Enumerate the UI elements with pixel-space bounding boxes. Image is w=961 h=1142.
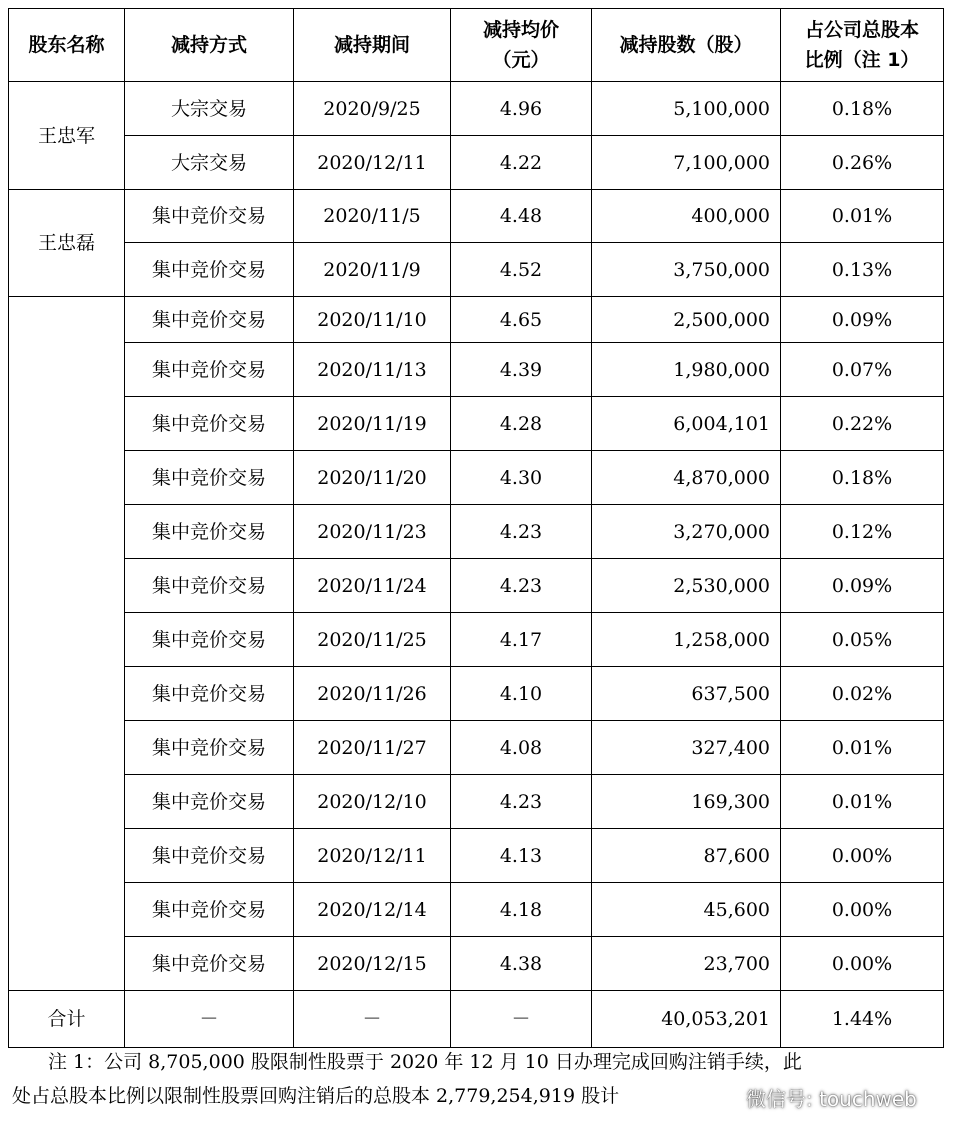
date-cell: 2020/11/20 bbox=[294, 451, 451, 505]
shares-cell: 45,600 bbox=[592, 883, 781, 937]
method-cell: 集中竞价交易 bbox=[125, 397, 294, 451]
date-cell: 2020/12/14 bbox=[294, 883, 451, 937]
method-cell: 集中竞价交易 bbox=[125, 829, 294, 883]
date-cell: 2020/11/19 bbox=[294, 397, 451, 451]
ratio-cell: 0.26% bbox=[781, 136, 944, 190]
table-row bbox=[9, 136, 944, 190]
shareholder-cell: 王忠磊 bbox=[9, 190, 125, 297]
date-cell: 2020/12/11 bbox=[294, 136, 451, 190]
method-cell: 集中竞价交易 bbox=[125, 505, 294, 559]
method-cell: 集中竞价交易 bbox=[125, 613, 294, 667]
total-row bbox=[9, 991, 944, 1048]
watermark-text: 微信号: touchweb bbox=[746, 1086, 917, 1111]
header-shareholder: 股东名称 bbox=[9, 9, 125, 82]
price-cell: 4.39 bbox=[451, 343, 592, 397]
price-cell: 4.22 bbox=[451, 136, 592, 190]
price-cell: 4.10 bbox=[451, 667, 592, 721]
ratio-cell: 0.12% bbox=[781, 505, 944, 559]
price-cell: 4.38 bbox=[451, 937, 592, 991]
table-row bbox=[9, 82, 944, 136]
header-avg-price-line2: （元） bbox=[492, 49, 550, 71]
date-cell: 2020/11/23 bbox=[294, 505, 451, 559]
wechat-icon bbox=[710, 1084, 740, 1110]
price-cell: 4.23 bbox=[451, 775, 592, 829]
price-cell: 4.52 bbox=[451, 243, 592, 297]
header-avg-price bbox=[451, 9, 592, 82]
ratio-cell: 0.07% bbox=[781, 343, 944, 397]
table-row bbox=[9, 451, 944, 505]
date-cell: 2020/11/9 bbox=[294, 243, 451, 297]
ratio-cell: 0.00% bbox=[781, 937, 944, 991]
method-cell: 集中竞价交易 bbox=[125, 190, 294, 243]
ratio-cell: 0.09% bbox=[781, 559, 944, 613]
total-price: － bbox=[451, 991, 592, 1048]
table-row bbox=[9, 829, 944, 883]
method-cell: 集中竞价交易 bbox=[125, 243, 294, 297]
price-cell: 4.30 bbox=[451, 451, 592, 505]
table-row bbox=[9, 883, 944, 937]
table-row bbox=[9, 243, 944, 297]
shares-cell: 7,100,000 bbox=[592, 136, 781, 190]
date-cell: 2020/12/15 bbox=[294, 937, 451, 991]
header-row bbox=[9, 9, 944, 82]
table-row bbox=[9, 613, 944, 667]
method-cell: 集中竞价交易 bbox=[125, 343, 294, 397]
shares-cell: 23,700 bbox=[592, 937, 781, 991]
ratio-cell: 0.13% bbox=[781, 243, 944, 297]
price-cell: 4.48 bbox=[451, 190, 592, 243]
ratio-cell: 0.18% bbox=[781, 451, 944, 505]
method-cell: 大宗交易 bbox=[125, 136, 294, 190]
price-cell: 4.13 bbox=[451, 829, 592, 883]
table-row bbox=[9, 721, 944, 775]
table-row bbox=[9, 190, 944, 243]
shares-cell: 2,500,000 bbox=[592, 297, 781, 343]
total-ratio: 1.44% bbox=[781, 991, 944, 1048]
shareholder-cell bbox=[9, 297, 125, 991]
table-row bbox=[9, 937, 944, 991]
date-cell: 2020/12/11 bbox=[294, 829, 451, 883]
ratio-cell: 0.22% bbox=[781, 397, 944, 451]
date-cell: 2020/11/26 bbox=[294, 667, 451, 721]
ratio-cell: 0.01% bbox=[781, 721, 944, 775]
total-date: － bbox=[294, 991, 451, 1048]
date-cell: 2020/11/10 bbox=[294, 297, 451, 343]
method-cell: 集中竞价交易 bbox=[125, 883, 294, 937]
shares-cell: 1,258,000 bbox=[592, 613, 781, 667]
footnote-line-2: 处占总股本比例以限制性股票回购注销后的总股本 2,779,254,919 股计 bbox=[12, 1085, 620, 1107]
shares-cell: 3,750,000 bbox=[592, 243, 781, 297]
share-reduction-table bbox=[8, 8, 944, 1048]
watermark bbox=[706, 1079, 923, 1115]
date-cell: 2020/12/10 bbox=[294, 775, 451, 829]
shares-cell: 400,000 bbox=[592, 190, 781, 243]
total-method: － bbox=[125, 991, 294, 1048]
ratio-cell: 0.02% bbox=[781, 667, 944, 721]
header-ratio-line2: 比例（注 1） bbox=[804, 49, 920, 71]
shares-cell: 6,004,101 bbox=[592, 397, 781, 451]
method-cell: 集中竞价交易 bbox=[125, 297, 294, 343]
shares-cell: 169,300 bbox=[592, 775, 781, 829]
method-cell: 集中竞价交易 bbox=[125, 937, 294, 991]
total-shares: 40,053,201 bbox=[592, 991, 781, 1048]
shares-cell: 5,100,000 bbox=[592, 82, 781, 136]
table-row bbox=[9, 397, 944, 451]
shares-cell: 4,870,000 bbox=[592, 451, 781, 505]
ratio-cell: 0.00% bbox=[781, 883, 944, 937]
total-label: 合计 bbox=[9, 991, 125, 1048]
table-row bbox=[9, 559, 944, 613]
method-cell: 集中竞价交易 bbox=[125, 721, 294, 775]
date-cell: 2020/9/25 bbox=[294, 82, 451, 136]
ratio-cell: 0.18% bbox=[781, 82, 944, 136]
date-cell: 2020/11/25 bbox=[294, 613, 451, 667]
ratio-cell: 0.01% bbox=[781, 190, 944, 243]
header-ratio bbox=[781, 9, 944, 82]
ratio-cell: 0.09% bbox=[781, 297, 944, 343]
shares-cell: 3,270,000 bbox=[592, 505, 781, 559]
date-cell: 2020/11/24 bbox=[294, 559, 451, 613]
header-method: 减持方式 bbox=[125, 9, 294, 82]
price-cell: 4.96 bbox=[451, 82, 592, 136]
header-shares: 减持股数（股） bbox=[592, 9, 781, 82]
shares-cell: 327,400 bbox=[592, 721, 781, 775]
table-row bbox=[9, 297, 944, 343]
header-period: 减持期间 bbox=[294, 9, 451, 82]
table-row bbox=[9, 505, 944, 559]
shares-cell: 637,500 bbox=[592, 667, 781, 721]
date-cell: 2020/11/5 bbox=[294, 190, 451, 243]
method-cell: 集中竞价交易 bbox=[125, 451, 294, 505]
table-row bbox=[9, 775, 944, 829]
shares-cell: 2,530,000 bbox=[592, 559, 781, 613]
date-cell: 2020/11/27 bbox=[294, 721, 451, 775]
price-cell: 4.65 bbox=[451, 297, 592, 343]
price-cell: 4.28 bbox=[451, 397, 592, 451]
shareholder-cell: 王忠军 bbox=[9, 82, 125, 190]
price-cell: 4.17 bbox=[451, 613, 592, 667]
header-avg-price-line1: 减持均价 bbox=[482, 19, 559, 41]
ratio-cell: 0.05% bbox=[781, 613, 944, 667]
method-cell: 大宗交易 bbox=[125, 82, 294, 136]
ratio-cell: 0.01% bbox=[781, 775, 944, 829]
table-row bbox=[9, 667, 944, 721]
method-cell: 集中竞价交易 bbox=[125, 667, 294, 721]
footnote-line-1: 注 1：公司 8,705,000 股限制性股票于 2020 年 12 月 10 日办理完成回购注销手续，此 bbox=[48, 1051, 802, 1073]
ratio-cell: 0.00% bbox=[781, 829, 944, 883]
date-cell: 2020/11/13 bbox=[294, 343, 451, 397]
shares-cell: 87,600 bbox=[592, 829, 781, 883]
shares-cell: 1,980,000 bbox=[592, 343, 781, 397]
table-row bbox=[9, 343, 944, 397]
method-cell: 集中竞价交易 bbox=[125, 559, 294, 613]
price-cell: 4.23 bbox=[451, 505, 592, 559]
price-cell: 4.18 bbox=[451, 883, 592, 937]
header-ratio-line1: 占公司总股本 bbox=[804, 19, 919, 41]
price-cell: 4.08 bbox=[451, 721, 592, 775]
method-cell: 集中竞价交易 bbox=[125, 775, 294, 829]
price-cell: 4.23 bbox=[451, 559, 592, 613]
